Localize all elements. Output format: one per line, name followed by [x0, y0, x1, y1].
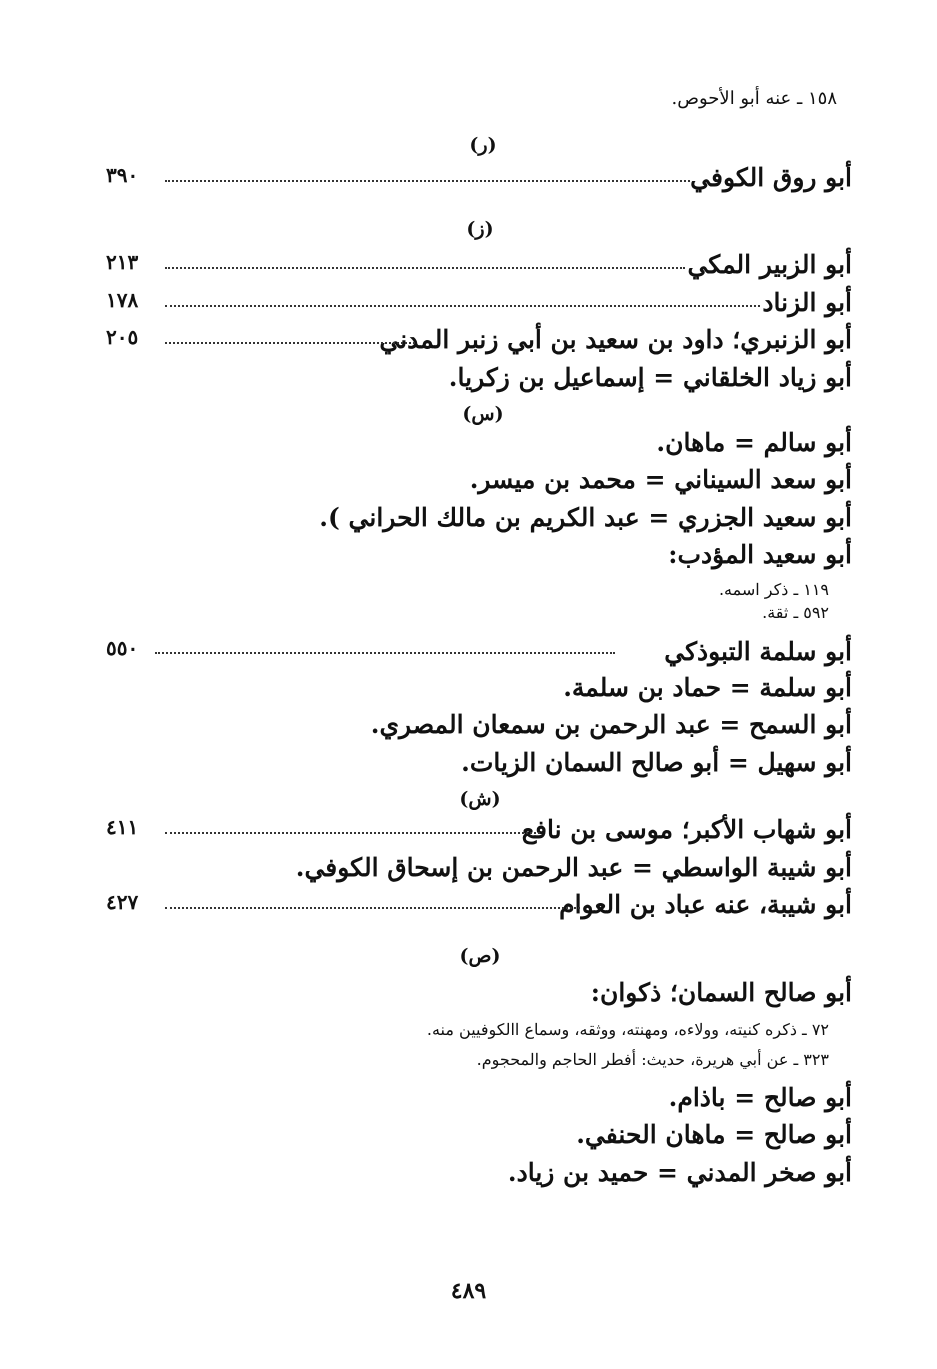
entry-note: ٥٩٢ ـ ثقة. — [762, 603, 829, 622]
entry-name: أبو صخر المدني = حميد بن زياد. — [507, 1158, 852, 1187]
entry-name: أبو سلمة التبوذكي — [664, 637, 852, 666]
entry-name: أبو الزناد — [762, 288, 852, 317]
page-number: ٤٨٩ — [450, 1278, 487, 1304]
leader-dots — [165, 305, 760, 307]
page-ref: ٥٥٠ — [106, 636, 139, 660]
page-ref: ١٧٨ — [106, 288, 139, 312]
entry-name: أبو الزنبري؛ داود بن سعيد بن أبي زنبر المدني — [379, 325, 852, 354]
leader-dots — [165, 267, 685, 269]
page-ref: ٤١١ — [106, 815, 139, 839]
entry-name: أبو سعد السيناني = محمد بن ميسر. — [469, 465, 852, 494]
leader-dots — [165, 832, 540, 834]
entry-name: أبو زياد الخلقاني = إسماعيل بن زكريا. — [448, 363, 852, 392]
entry-name: أبو سعيد المؤدب: — [668, 540, 852, 569]
section-heading-ra: (ر) — [469, 134, 497, 156]
leader-dots — [165, 907, 580, 909]
page-ref: ٢٠٥ — [106, 325, 139, 349]
section-heading-sad: (ص) — [459, 945, 501, 967]
section-heading-shin: (ش) — [459, 788, 501, 810]
page-ref: ٣٩٠ — [106, 163, 139, 187]
entry-note: ٧٢ ـ ذكره كنيته، وولاءه، ومهنته، ووثقه، وسماع االكوفيين منه. — [426, 1020, 829, 1039]
leader-dots — [165, 342, 415, 344]
entry-name: أبو صالح = باذام. — [668, 1083, 852, 1112]
entry-note: ١١٩ ـ ذكر اسمه. — [718, 580, 829, 599]
section-heading-sin: (س) — [462, 403, 504, 425]
top-note: ١٥٨ ـ عنه أبو الأحوص. — [671, 88, 837, 109]
leader-dots — [155, 652, 615, 654]
entry-name: أبو سالم = ماهان. — [656, 428, 852, 457]
entry-name: أبو سهيل = أبو صالح السمان الزيات. — [461, 748, 852, 777]
entry-name: أبو سعيد الجزري = عبد الكريم بن مالك الحراني ). — [319, 503, 852, 532]
entry-name: أبو شيبة الواسطي = عبد الرحمن بن إسحاق الكوفي. — [295, 853, 852, 882]
page-ref: ٤٢٧ — [106, 890, 139, 914]
entry-name: أبو سلمة = حماد بن سلمة. — [563, 673, 852, 702]
entry-name: أبو شيبة، عنه عباد بن العوام — [559, 890, 852, 919]
entry-name: أبو السمح = عبد الرحمن بن سمعان المصري. — [370, 710, 852, 739]
entry-name: أبو صالح السمان؛ ذكوان: — [590, 978, 852, 1007]
page-ref: ٢١٣ — [106, 250, 139, 274]
entry-name: أبو شهاب الأكبر؛ موسى بن نافع — [521, 815, 852, 844]
leader-dots — [165, 180, 690, 182]
entry-name: أبو روق الكوفي — [690, 163, 852, 192]
entry-name: أبو الزبير المكي — [687, 250, 852, 279]
entry-note: ٣٢٣ ـ عن أبي هريرة، حديث: أفطر الحاجم والمحجوم. — [476, 1050, 829, 1069]
entry-name: أبو صالح = ماهان الحنفي. — [576, 1120, 852, 1149]
section-heading-zay: (ز) — [466, 218, 494, 240]
